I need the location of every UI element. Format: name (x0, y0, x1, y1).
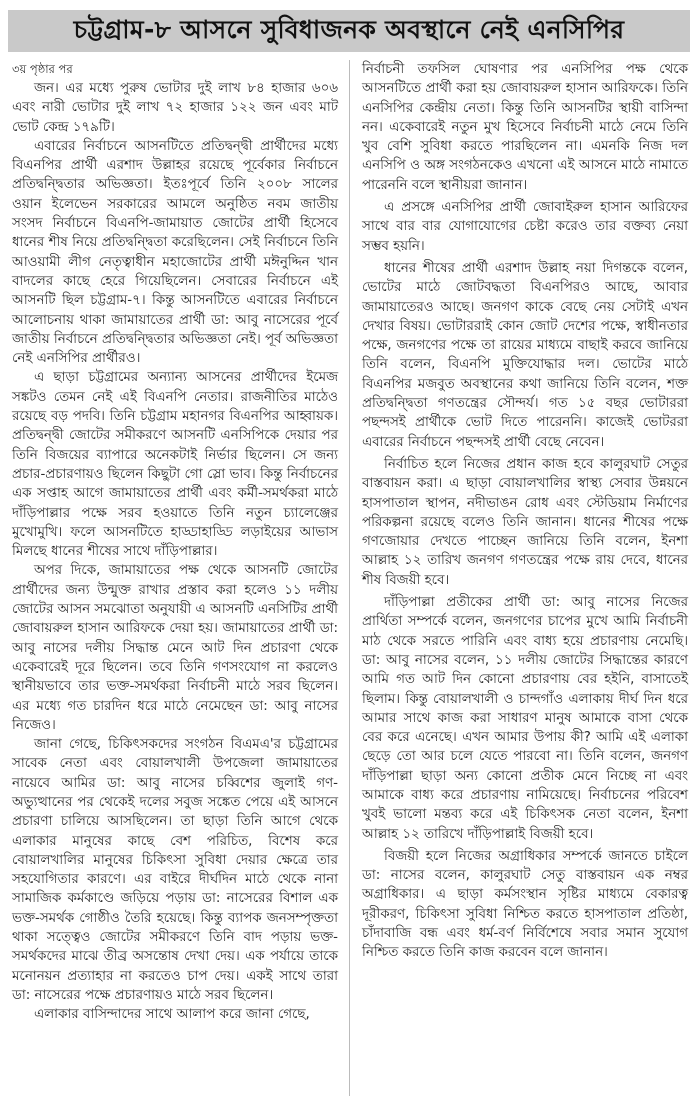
paragraph: জানা গেছে, চিকিৎসকদের সংগঠন বিএমএ'র চট্টগ্রামের সাবেক নেতা এবং বোয়ালখালী উপজেলা জামায়াতের নায়েবে আমির ডা: আবু নাসের চব্বিশের জুলাই গণ-অভ্যুত্থানের পর থেকেই দলের সবুজ সঙ্কেত পেয়ে এই আসনে প্রচারণা চালিয়ে আসছিলেন। তা ছাড়া তিনি আগে থেকে এলাকার মানুষের কাছে বেশ পরিচিত, বিশেষ করে বোয়ালখালির মানুষের চিকিৎসা সুবিধা দেয়ার ক্ষেত্রে তার সহযোগিতার কারণে। এর বাইরে দীর্ঘদিন মাঠে থেকে নানা সামাজিক কর্মকাণ্ডে জড়িয়ে পড়ায় ডা: নাসেরের বিশাল এক ভক্ত-সমর্থক গোষ্ঠীও তৈরি হয়েছে। কিন্তু ব্যাপক জনসম্পৃক্ততা থাকা সত্ত্বেও জোটের সমীকরণে তিনি বাদ পড়ায় ভক্ত-সমর্থকদের মাঝে তীব্র অসন্তোষ দেখা দেয়। এক পর্যায়ে তাকে মনোনয়ন প্রত্যাহার না করতেও চাপ দেয়। একই সাথে তারা ডা: নাসেরের পক্ষে প্রচারণায়ও মাঠে সরব ছিলেন। (12, 737, 338, 1003)
headline: চট্টগ্রাম-৮ আসনে সুবিধাজনক অবস্থানে নেই এনসিপির (73, 14, 625, 44)
paragraph: দাঁড়িপাল্লা প্রতীকের প্রার্থী ডা: আবু নাসের নিজের প্রার্থিতা সম্পর্কে বলেন, জনগণের চাপের মুখে আমি নির্বাচনী মাঠ থেকে সরতে পারিনি এবং বাধ্য হয়ে প্রচারণায় নেমেছি। ডা: আবু নাসের বলেন, ১১ দলীয় জোটের সিদ্ধান্তের কারণে আমি গত আট দিন কোনো প্রচারণায় বের হইনি, বাসাতেই ছিলাম। কিন্তু বোয়ালখালী ও চান্দগাঁও এলাকায় দীর্ঘ দিন ধরে আমার সাথে কাজ করা সাধারণ মানুষ আমাকে বাসা থেকে বের করে এনেছে। এখন আমার উপায় কী? আমি এই এলাকা ছেড়ে তো আর চলে যেতে পারবো না। তিনি বলেন, জনগণ দাঁড়িপাল্লা ছাড়া অন্য কোনো প্রতীক মেনে নিচ্ছে না এবং আমাকে বাধ্য করে প্রচারণায় নামিয়েছে। নির্বাচনের পরিবেশ খুবই ভালো মন্তব্য করে এই চিকিৎসক নেতা বলেন, ইনশা আল্লাহ ১২ তারিখে দাঁড়িপাল্লাই বিজয়ী হবে। (362, 595, 688, 842)
paragraph: এবারের নির্বাচনে আসনটিতে প্রতিদ্বন্দ্বী প্রার্থীদের মধ্যে বিএনপির প্রার্থী এরশাদ উল্লাহর রয়েছে পূর্বেকার নির্বাচনে প্রতিদ্বন্দ্বিতার অভিজ্ঞতা। ইতঃপূর্বে তিনি ২০০৮ সালের ওয়ান ইলেভেন সরকারের আমলে অনুষ্ঠিত নবম জাতীয় সংসদ নির্বাচনে বিএনপি-জামায়াত জোটের প্রার্থী হিসেবে ধানের শীষ নিয়ে প্রতিদ্বন্দ্বিতা করেছিলেন। সেই নির্বাচনে তিনি আওয়ামী লীগ নেতৃত্বাধীন মহাজোটের প্রার্থী মঈনুদ্দিন খান বাদলের কাছে হেরে গিয়েছিলেন। সেবারের নির্বাচনে এই আসনটি ছিল চট্টগ্রাম-৭। কিন্তু আসনটিতে এবারের নির্বাচনে আলোচনায় থাকা জামায়াতের প্রার্থী ডা: আবু নাসেরের পূর্বে জাতীয় নির্বাচনে প্রতিদ্বন্দ্বিতার অভিজ্ঞতা নেই। পূর্ব অভিজ্ঞতা নেই এনসিপির প্রার্থীরও। (12, 138, 338, 367)
paragraph: বিজয়ী হলে নিজের অগ্রাধিকার সম্পর্কে জানতে চাইলে ডা: নাসের বলেন, কালুরঘাট সেতু বাস্তবায়ন এক নম্বর অগ্রাধিকার। এ ছাড়া কর্মসংস্থান সৃষ্টির মাধ্যমে বেকারত্ব দূরীকরণ, চিকিৎসা সুবিধা নিশ্চিত করতে হাসপাতাল প্রতিষ্ঠা, চাঁদাবাজি বন্ধ এবং ধর্ম-বর্ণ নির্বিশেষে সবার সমান সুযোগ নিশ্চিত করতে তিনি কাজ করবেন বলে জানান। (362, 848, 688, 961)
paragraph: এ প্রসঙ্গে এনসিপির প্রার্থী জোবাইরুল হাসান আরিফের সাথে বার বার যোগাযোগের চেষ্টা করেও তার বক্তব্য নেয়া সম্ভব হয়নি। (362, 200, 688, 254)
paragraph: নির্বাচিত হলে নিজের প্রধান কাজ হবে কালুরঘাট সেতুর বাস্তবায়ন করা। এ ছাড়া বোয়ালখালির স্বাস্থ্য সেবার উন্নয়নে হাসপাতাল স্থাপন, নদীভাঙন রোধ এবং স্টেডিয়াম নির্মাণের পরিকল্পনা রয়েছে বলেও তিনি জানান। ধানের শীষের পক্ষে গণজোয়ার দেখতে পাচ্ছেন জানিয়ে তিনি বলেন, ইনশা আল্লাহ ১২ তারিখ জনগণ গণতন্ত্রের পক্ষে রায় দেবে, ধানের শীষ বিজয়ী হবে। (362, 456, 688, 588)
article-column-left (12, 60, 338, 1025)
headline-banner (8, 10, 690, 52)
paragraph: জন। এর মধ্যে পুরুষ ভোটার দুই লাখ ৮৪ হাজার ৬০৬ এবং নারী ভোটার দুই লাখ ৭২ হাজার ১২২ জন এবং মাট ভোট কেন্দ্র ১৭৯টি। (12, 81, 338, 135)
paragraph: অপর দিকে, জামায়াতের পক্ষ থেকে আসনটি জোটের প্রার্থীদের জন্য উন্মুক্ত রাখার প্রস্তাব করা হলেও ১১ দলীয় জোটের আসন সমঝোতা অনুযায়ী এ আসনটি এনসিটির প্রার্থী জোবায়রুল হাসান আরিফকে দেয়া হয়। জামায়াতের প্রার্থী ডা: আবু নাসের দলীয় সিদ্ধান্ত মেনে আট দিন প্রচারণা থেকে একেবারেই দূরে ছিলেন। তবে তিনি গণসংযোগ না করলেও স্থানীয়ভাবে তার ভক্ত-সমর্থকরা নির্বাচনী মাঠে সরব ছিলেন। এর মধ্যে গত চারদিন ধরে মাঠে নেমেছেন ডা: আবু নাসের নিজেও। (12, 563, 338, 733)
column-divider (349, 60, 350, 1096)
continued-from-label: ৩য় পৃষ্ঠার পর (12, 62, 73, 76)
paragraph: এলাকার বাসিন্দাদের সাথে আলাপ করে জানা গেছে, (34, 1007, 310, 1023)
paragraph: নির্বাচনী তফসিল ঘোষণার পর এনসিপির পক্ষ থেকে আসনটিতে প্রার্থী করা হয় জোবায়রুল হাসান আরিফকে। তিনি এনসিপির কেন্দ্রীয় নেতা। কিন্তু তিনি আসনটির স্থায়ী বাসিন্দা নন। একেবারেই নতুন মুখ হিসেবে নির্বাচনী মাঠে নেমে তিনি খুব বেশি সুবিধা করতে পারছিলেন না। এমনকি নিজ দল এনসিপি ও অঙ্গ সংগঠনকেও এখনো এই আসনে মাঠে নামাতে পারেননি বলে স্থানীয়রা জানান। (362, 62, 688, 193)
paragraph: ধানের শীষের প্রার্থী এরশাদ উল্লাহ নয়া দিগন্তকে বলেন, ভোটের মাঠে জোটবদ্ধতা বিএনপিরও আছে, আবার জামায়াতেরও আছে। জনগণ কাকে বেছে নেয় সেটাই এখন দেখার বিষয়। ভোটাররাই কোন জোট দেশের পক্ষে, স্বাধীনতার পক্ষে, জনগণের পক্ষে তা রায়ের মাধ্যমে বাছাই করবে জানিয়ে তিনি বলেন, বিএনপি মুক্তিযোদ্ধার দল। ভোটের মাঠে বিএনপির মজবুত অবস্থানের কথা জানিয়ে তিনি বলেন, শক্ত প্রতিদ্বন্দ্বিতা গণতন্ত্রের সৌন্দর্য। গত ১৫ বছর ভোটাররা পছন্দসই প্রার্থীকে ভোট দিতে পারেননি। কাজেই ভোটররা এবারের নির্বাচনে পছন্দসই প্রার্থী বেছে নেবেন। (362, 260, 688, 450)
article-column-right (362, 60, 688, 966)
paragraph: এ ছাড়া চট্টগ্রামের অন্যান্য আসনের প্রার্থীদের ইমেজ সঙ্কটও তেমন নেই এই বিএনপি নেতার। রাজনীতির মাঠেও রয়েছে বড় পদবি। তিনি চট্টগ্রাম মহানগর বিএনপির আহ্বায়ক। প্রতিদ্বন্দ্বী জোটের সমীকরণে আসনটি এনসিপিকে দেয়ার পর তিনি বিজয়ের ব্যাপারে অনেকটাই নির্ভার ছিলেন। সে জন্য প্রচার-প্রচারণায়ও ছিলেন কিছুটা গো স্লো ভাব। কিন্তু নির্বাচনের এক সপ্তাহ আগে জামায়াতের প্রার্থী এবং কর্মী-সমর্থকরা মাঠে দাঁড়িপাল্লার পক্ষে সরব হওয়াতে তিনি নতুন চ্যালেঞ্জের মুখোমুখি। ফলে আসনটিতে হাড্ডাহাড্ডি লড়াইয়ের আভাস মিলছে ধানের শীষের সাথে দাঁড়িপাল্লার। (12, 370, 338, 560)
